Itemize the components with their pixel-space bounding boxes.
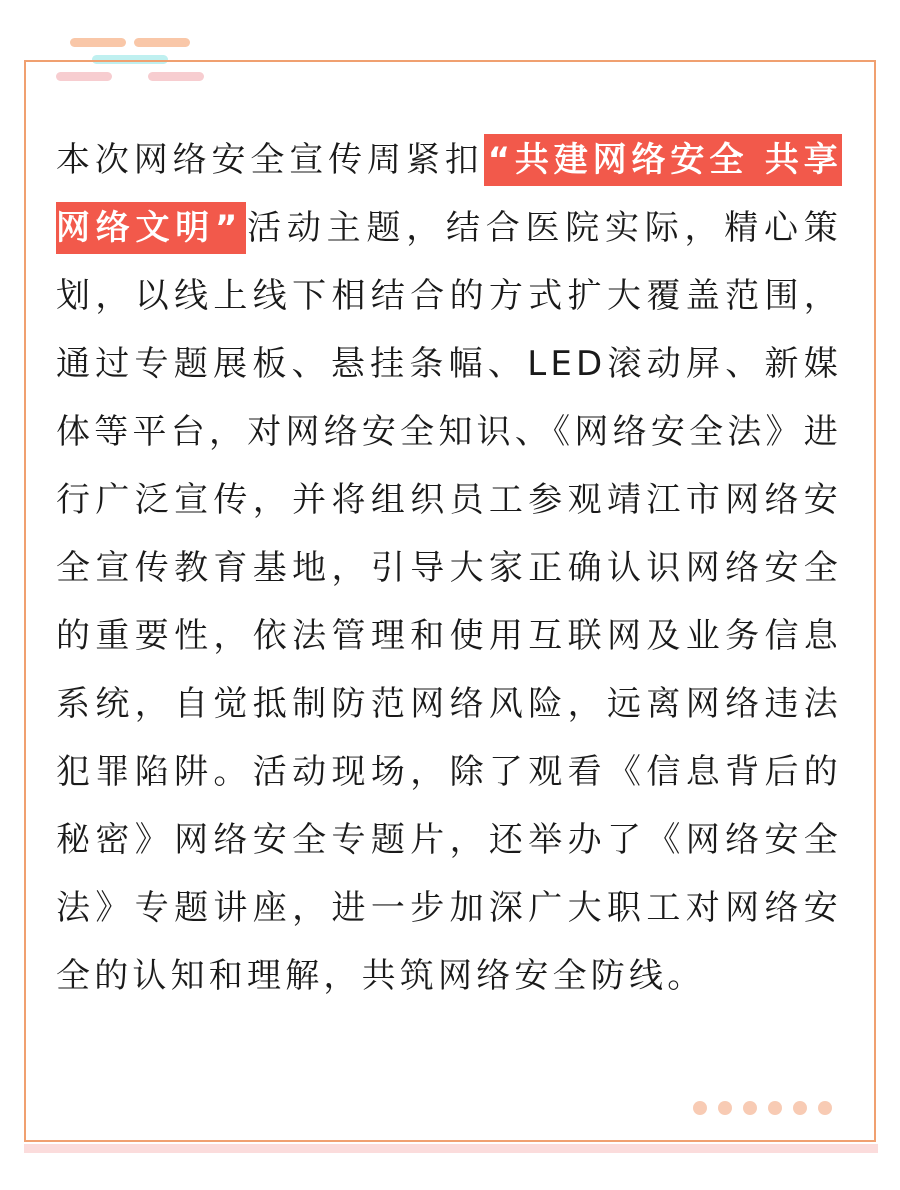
decor-dot bbox=[693, 1101, 707, 1115]
decor-dot bbox=[793, 1101, 807, 1115]
decor-dot bbox=[718, 1101, 732, 1115]
decor-dot bbox=[818, 1101, 832, 1115]
bottom-band bbox=[24, 1144, 878, 1153]
decor-dots bbox=[693, 1101, 832, 1115]
theme-highlight: “共建网络安全 共享网络文明” bbox=[56, 134, 842, 254]
decor-line-top-left bbox=[70, 38, 126, 47]
decor-dot bbox=[768, 1101, 782, 1115]
body-text: 活动主题，结合医院实际，精心策划，以线上线下相结合的方式扩大覆盖范围，通过专题展板、悬挂条幅、LED滚动屏、新媒体等平台，对网络安全知识、《网络安全法》进行广泛宣传，并将组织员工参观靖江市网络安全宣传教育基地，引导大家正确认识网络安全的重要性，依法管理和使用互联网及业务信息系统，自觉抵制防范网络风险，远离网络违法犯罪陷阱。活动现场，除了观看《信息背后的秘密》网络安全专题片，还举办了《网络安全法》专题讲座，进一步加深广大职工对网络安全的认知和理解，共筑网络安全防线。 bbox=[56, 208, 842, 996]
decor-line-top-right bbox=[134, 38, 190, 47]
decor-dot bbox=[743, 1101, 757, 1115]
intro-text: 本次网络安全宣传周紧扣 bbox=[56, 140, 484, 180]
article-paragraph bbox=[56, 126, 842, 1010]
